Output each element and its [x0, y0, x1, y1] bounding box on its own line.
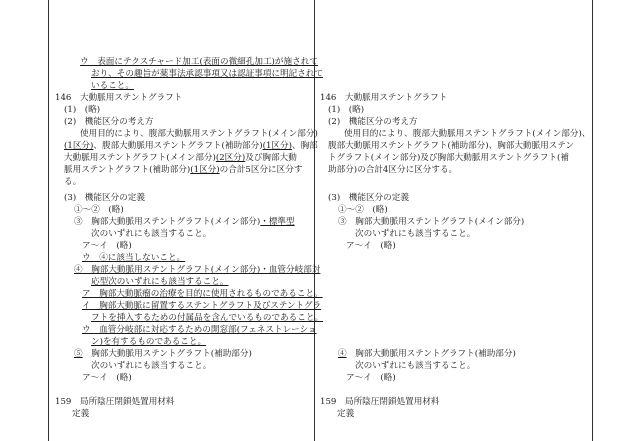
right-page-border — [592, 0, 593, 441]
right-def-4-line1: ④ 胸部大動脈用ステントグラフト(補助部分) — [338, 349, 516, 359]
right-heading-146: 146 大動脈用ステントグラフト — [320, 93, 448, 103]
right-item-3: (3) 機能区分の定義 — [328, 193, 409, 203]
right-para-line3: トグラフト(メイン部分)及び胸部大動脈用ステントグラフト(補 — [328, 153, 569, 163]
right-para-line2: 腹部大動脈用ステントグラフト(補助部分)、胸部大動脈用ステン — [328, 141, 574, 151]
left-para-line3: 大動脈用ステントグラフト(メイン部分)(2区分)及び胸部大動 — [64, 153, 297, 163]
left-def-5-line3: ア～イ (略) — [82, 373, 132, 383]
left-def-5-line1: ⑤ 胸部大動脈用ステントグラフト(補助部分) — [74, 349, 252, 359]
left-para-line4: 脈用ステントグラフト(補助部分)(1区分)の合計5区分に区分す — [64, 165, 303, 175]
left-heading-146: 146 大動脈用ステントグラフト — [55, 93, 183, 103]
left-item-u-line1: ウ 表面にテクスチャード加工(表面の微細孔加工)が施されて — [80, 57, 318, 67]
left-def-3-line4: ウ ④に該当しないこと。 — [82, 253, 186, 263]
left-page-border — [48, 0, 49, 441]
left-def-4-line3: ア 胸部大動脈瘤の治療を目的に使用されるものであること。 — [82, 289, 323, 299]
left-para-line5: る。 — [64, 177, 82, 187]
left-heading-159: 159 局所陰圧閉鎖処置用材料 — [55, 397, 175, 407]
right-def-3-line3: ア～イ (略) — [346, 241, 396, 251]
left-item-u-line3: いること。 — [91, 81, 134, 91]
left-def-4-line4: イ 胸部大動脈に留置するステントグラフト及びステントグラ — [82, 301, 322, 311]
left-def-3-line1: ③ 胸部大動脈用ステントグラフト(メイン部分)・標準型 — [74, 217, 295, 227]
right-def-3-line1: ③ 胸部大動脈用ステントグラフト(メイン部分) — [338, 217, 525, 227]
left-def-4-line1: ④ 胸部大動脈用ステントグラフト(メイン部分)・血管分岐部対 — [74, 265, 321, 275]
left-para-line2: (1区分)、腹部大動脈用ステントグラフト(補助部分)(1区分)、胸部 — [64, 141, 318, 151]
left-item-3: (3) 機能区分の定義 — [64, 193, 145, 203]
left-def-159: 定義 — [72, 409, 90, 419]
left-item-2: (2) 機能区分の考え方 — [64, 117, 154, 127]
left-def-3-line2: 次のいずれにも該当すること。 — [91, 229, 212, 239]
right-item-1: (1) (略) — [328, 105, 365, 115]
right-heading-159: 159 局所陰圧閉鎖処置用材料 — [320, 397, 440, 407]
right-item-2: (2) 機能区分の考え方 — [328, 117, 418, 127]
right-def-159: 定義 — [337, 409, 355, 419]
left-def-3-line3: ア～イ (略) — [82, 241, 132, 251]
left-def-4-line2: 応型次のいずれにも該当すること。 — [91, 277, 229, 287]
left-def-4-line6: ウ 血管分岐部に対応するための開窓部(フェネストレーショ — [82, 325, 317, 335]
left-item-1: (1) (略) — [64, 105, 101, 115]
right-def-4-line2: 次のいずれにも該当すること。 — [355, 361, 476, 371]
right-def-4-line3: ア～イ (略) — [346, 373, 396, 383]
left-item-u-line2: おり、その趣旨が薬事法承認事項又は認証事項に明記されて — [91, 69, 324, 79]
left-def-4-line7: ン)を有するものであること。 — [91, 337, 207, 347]
right-def-3-line2: 次のいずれにも該当すること。 — [355, 229, 476, 239]
left-def-5-line2: 次のいずれにも該当すること。 — [91, 361, 212, 371]
left-def-1-2: ①～② (略) — [74, 205, 124, 215]
right-para-line4: 助部分)の合計4区分に区分する。 — [328, 165, 458, 175]
left-def-4-line5: フトを挿入するための付属品を含んでいるものであること。 — [91, 313, 324, 323]
left-para-line1: 使用目的により、腹部大動脈用ステントグラフト(メイン部分) — [80, 129, 318, 139]
right-para-line1: 使用目的により、腹部大動脈用ステントグラフト(メイン部分)、 — [344, 129, 591, 139]
right-def-1-2: ①～② (略) — [338, 205, 388, 215]
